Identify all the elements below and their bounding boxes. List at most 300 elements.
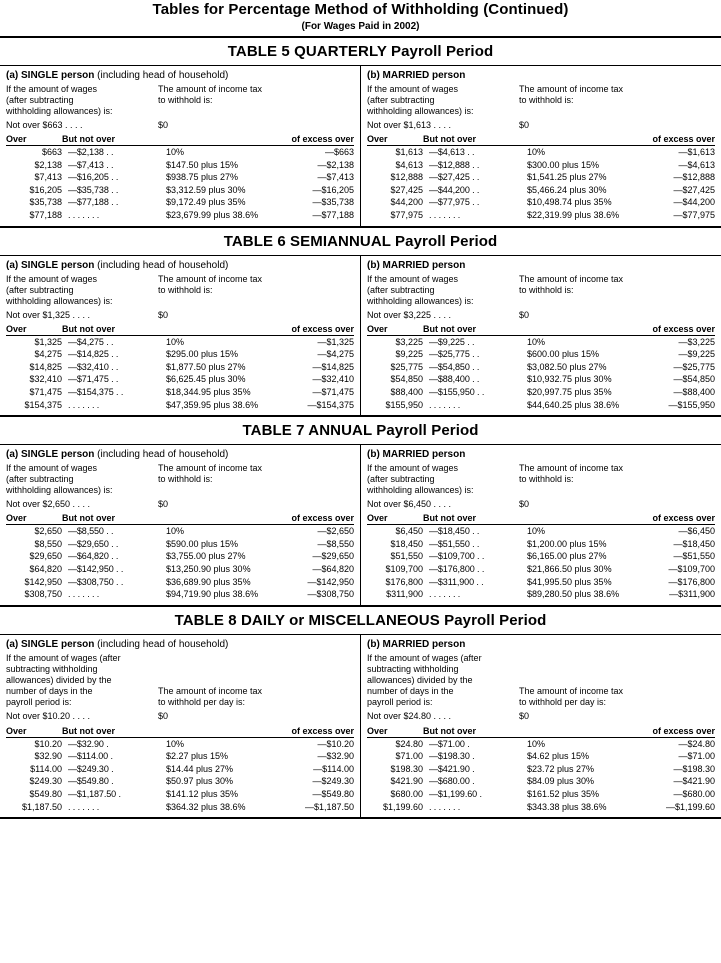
- wages-line: If the amount of wages (after: [6, 652, 121, 663]
- tax-description: [158, 274, 354, 307]
- wages-line: If the amount of wages: [6, 273, 98, 284]
- cell-tax-amount: $6,625.45 plus 30%: [166, 374, 246, 385]
- table-columns: [0, 255, 721, 416]
- person-label-married: [367, 635, 715, 653]
- tax-line: The amount of income tax: [519, 84, 624, 94]
- table-row: [367, 738, 715, 751]
- not-over-row-single: [6, 117, 354, 132]
- cell-but-not-over: . . . . . . .: [68, 399, 100, 410]
- cell-over: $308,750: [24, 589, 62, 600]
- cell-tax-wrap: [525, 788, 715, 801]
- cell-excess-over: —$64,820: [312, 563, 354, 574]
- cell-over: $64,820: [29, 563, 62, 574]
- cell-tax-wrap: [525, 550, 715, 563]
- header-over: Over: [367, 513, 388, 524]
- cell-excess-over: —$32.90: [317, 751, 354, 762]
- header-but-not-over: But not over: [423, 513, 476, 524]
- cell-excess-over: —$16,205: [312, 184, 354, 195]
- table-row: [6, 196, 354, 209]
- cell-over: $4,613: [395, 159, 423, 170]
- column-married: [361, 635, 721, 818]
- cell-tax-amount: $141.12 plus 35%: [166, 789, 239, 800]
- cell-tax-amount: $94,719.90 plus 38.6%: [166, 589, 259, 600]
- wages-description: [367, 463, 519, 496]
- person-label-bold: (a) SINGLE person: [6, 259, 95, 271]
- table-row: [367, 171, 715, 184]
- cell-excess-over: —$9,225: [678, 349, 715, 360]
- wages-line: If the amount of wages (after: [367, 652, 482, 663]
- cell-tax-wrap: [164, 550, 354, 563]
- wages-line: number of days in the: [367, 685, 454, 696]
- wages-line: subtracting withholding: [367, 663, 459, 674]
- cell-excess-over: —$35,738: [312, 197, 354, 208]
- tax-spacer: [519, 664, 715, 675]
- person-label-note: (including head of household): [94, 70, 229, 81]
- description-block-married: [367, 653, 715, 708]
- cell-excess-over: —$1,187.50: [304, 801, 354, 812]
- cell-but-not-over: —$549.80 .: [68, 776, 114, 787]
- cell-excess-over: —$3,225: [678, 336, 715, 347]
- table-row: [367, 361, 715, 374]
- person-label-note: (including head of household): [94, 638, 229, 650]
- header-over: Over: [6, 323, 27, 334]
- description-block-married: [367, 274, 715, 307]
- cell-over: $12,888: [390, 172, 423, 183]
- cell-over: $176,800: [385, 576, 423, 587]
- cell-tax-wrap: [164, 775, 354, 788]
- cell-tax-amount: 10%: [527, 526, 546, 537]
- cell-tax-wrap: [164, 738, 354, 751]
- table-header-row-single: [6, 513, 354, 525]
- not-over-label: Not over $3,225 . . . .: [367, 309, 452, 320]
- cell-but-not-over: —$8,550 . .: [68, 526, 114, 537]
- table-row: [367, 336, 715, 349]
- table-row: [367, 801, 715, 814]
- tax-line: The amount of income tax: [519, 463, 624, 474]
- table-row: [6, 399, 354, 412]
- cell-tax-wrap: [164, 386, 354, 399]
- header-excess-wrap: [519, 726, 715, 736]
- cell-but-not-over: —$12,888 . .: [429, 159, 480, 170]
- header-but-not-over: But not over: [423, 323, 476, 334]
- cell-tax-wrap: [525, 348, 715, 361]
- wages-line: withholding allowances) is:: [6, 485, 113, 496]
- cell-over: $29,650: [29, 551, 62, 562]
- table-row: [367, 550, 715, 563]
- tax-spacer: [158, 675, 354, 686]
- cell-tax-wrap: [164, 209, 354, 222]
- cell-tax-wrap: [525, 171, 715, 184]
- cell-tax-amount: $14.44 plus 27%: [166, 763, 234, 774]
- cell-but-not-over: —$71.00 .: [429, 738, 470, 749]
- not-over-row-married: [367, 117, 715, 132]
- table-row: [6, 373, 354, 386]
- cell-excess-over: —$549.80: [312, 789, 354, 800]
- cell-tax-wrap: [525, 336, 715, 349]
- cell-tax-wrap: [525, 361, 715, 374]
- wages-line: subtracting withholding: [6, 663, 98, 674]
- not-over-value: $0: [519, 710, 530, 721]
- cell-tax-wrap: [164, 159, 354, 172]
- cell-but-not-over: . . . . . . .: [68, 801, 100, 812]
- table-row: [6, 146, 354, 159]
- not-over-value: $0: [519, 499, 530, 510]
- cell-over: $16,205: [29, 184, 62, 195]
- cell-tax-wrap: [525, 159, 715, 172]
- wages-line: withholding allowances) is:: [6, 295, 113, 306]
- cell-but-not-over: . . . . . . .: [429, 209, 461, 220]
- table-row: [6, 348, 354, 361]
- column-married: [361, 256, 721, 416]
- table-row: [6, 171, 354, 184]
- column-married: [361, 445, 721, 605]
- wages-line: If the amount of wages: [367, 84, 459, 94]
- header-over: Over: [367, 725, 388, 736]
- table-columns: [0, 444, 721, 605]
- cell-tax-wrap: [164, 788, 354, 801]
- cell-excess-over: —$88,400: [673, 386, 715, 397]
- not-over-row-single: [6, 708, 354, 724]
- cell-excess-over: —$109,700: [668, 563, 715, 574]
- not-over-value: $0: [158, 120, 169, 130]
- cell-tax-amount: $22,319.99 plus 38.6%: [527, 209, 620, 220]
- page-subtitle: (For Wages Paid in 2002): [301, 21, 420, 32]
- table-row: [6, 361, 354, 374]
- tax-line: The amount of income tax: [519, 685, 624, 696]
- tax-description: [519, 84, 715, 117]
- cell-but-not-over: —$29,650 . .: [68, 538, 119, 549]
- header-excess-wrap: [158, 134, 354, 144]
- cell-but-not-over: —$249.30 .: [68, 763, 114, 774]
- cell-tax-amount: $10,932.75 plus 30%: [527, 374, 612, 385]
- cell-but-not-over: —$32.90 .: [68, 738, 109, 749]
- table-row: [6, 550, 354, 563]
- cell-tax-amount: $343.38 plus 38.6%: [527, 801, 607, 812]
- tax-description: [158, 653, 354, 708]
- cell-but-not-over: —$1,199.60 .: [429, 789, 482, 800]
- not-over-value: $0: [158, 499, 169, 510]
- cell-tax-amount: $84.09 plus 30%: [527, 776, 595, 787]
- cell-excess-over: —$1,613: [678, 147, 715, 157]
- cell-over: $4,275: [34, 349, 62, 360]
- cell-but-not-over: —$44,200 . .: [429, 184, 480, 195]
- cell-excess-over: —$4,275: [317, 349, 354, 360]
- table-header-row-single: [6, 134, 354, 146]
- cell-over: $1,613: [395, 147, 423, 157]
- header-but-not-over: But not over: [62, 725, 115, 736]
- header-but-not-over: But not over: [62, 134, 115, 144]
- wages-description: [367, 274, 519, 307]
- cell-over: $32.90: [34, 751, 62, 762]
- tax-line: The amount of income tax: [158, 685, 263, 696]
- cell-excess-over: —$176,800: [668, 576, 715, 587]
- table-row: [367, 750, 715, 763]
- wages-line: (after subtracting: [6, 95, 74, 105]
- cell-over: $549.80: [29, 789, 62, 800]
- cell-excess-over: —$32,410: [312, 374, 354, 385]
- cell-tax-amount: 10%: [166, 738, 185, 749]
- cell-excess-over: —$4,613: [678, 159, 715, 170]
- table-row: [6, 801, 354, 814]
- not-over-label: Not over $1,325 . . . .: [6, 309, 91, 320]
- table-columns: [0, 634, 721, 818]
- header-over: Over: [367, 134, 388, 144]
- table-row: [6, 209, 354, 222]
- cell-tax-amount: 10%: [527, 336, 546, 347]
- cell-tax-wrap: [164, 171, 354, 184]
- description-block-single: [6, 84, 354, 117]
- cell-excess-over: —$8,550: [317, 538, 354, 549]
- column-single: [0, 66, 361, 226]
- cell-tax-wrap: [164, 525, 354, 538]
- cell-but-not-over: —$77,188 . .: [68, 197, 119, 208]
- table-row: [367, 399, 715, 412]
- table-row: [367, 209, 715, 222]
- person-label-single: [6, 256, 354, 274]
- cell-excess-over: —$114.00: [313, 763, 354, 774]
- wages-line: (after subtracting: [367, 95, 435, 105]
- table-row: [6, 750, 354, 763]
- wages-line: withholding allowances) is:: [6, 106, 113, 116]
- wages-description: [6, 84, 158, 117]
- cell-tax-wrap: [525, 184, 715, 197]
- cell-excess-over: —$27,425: [673, 184, 715, 195]
- cell-tax-amount: $300.00 plus 15%: [527, 159, 600, 170]
- cell-over: $77,975: [390, 209, 423, 220]
- person-label-bold: (a) SINGLE person: [6, 449, 95, 461]
- cell-over: $18,450: [390, 538, 423, 549]
- wages-line: allowances) divided by the: [6, 674, 112, 685]
- cell-but-not-over: —$77,975 . .: [429, 197, 480, 208]
- cell-excess-over: —$7,413: [317, 172, 354, 183]
- cell-tax-amount: $938.75 plus 27%: [166, 172, 239, 183]
- not-over-value: $0: [158, 309, 169, 320]
- cell-excess-over: —$54,850: [673, 374, 715, 385]
- cell-over: $25,775: [390, 361, 423, 372]
- cell-but-not-over: —$25,775 . .: [429, 349, 480, 360]
- cell-over: $54,850: [390, 374, 423, 385]
- not-over-row-single: [6, 496, 354, 511]
- header-of-excess-over: of excess over: [652, 725, 715, 736]
- tax-line: to withhold is:: [158, 284, 213, 295]
- payroll-table-block: [0, 228, 721, 418]
- person-label-single: [6, 66, 354, 84]
- wages-line: allowances) divided by the: [367, 674, 473, 685]
- cell-excess-over: —$154,375: [307, 399, 354, 410]
- payroll-table-block: [0, 417, 721, 607]
- person-label-bold: (a) SINGLE person: [6, 638, 95, 650]
- table-row: [6, 538, 354, 551]
- table-row: [367, 348, 715, 361]
- cell-but-not-over: —$4,275 . .: [68, 336, 114, 347]
- cell-but-not-over: —$4,613 . .: [429, 147, 475, 157]
- cell-excess-over: —$198.30: [673, 763, 715, 774]
- cell-but-not-over: . . . . . . .: [429, 399, 461, 410]
- wages-line: (after subtracting: [6, 284, 74, 295]
- person-label-married: [367, 445, 715, 463]
- table-header-row-married: [367, 513, 715, 525]
- payroll-table-block: [0, 36, 721, 228]
- person-label-married: [367, 66, 715, 84]
- cell-tax-wrap: [525, 525, 715, 538]
- table-columns: [0, 65, 721, 226]
- cell-but-not-over: —$198.30 .: [429, 751, 475, 762]
- table-row: [367, 184, 715, 197]
- table-row: [367, 788, 715, 801]
- table-row: [367, 763, 715, 776]
- table-row: [367, 588, 715, 601]
- description-block-married: [367, 84, 715, 117]
- table-row: [6, 775, 354, 788]
- cell-tax-wrap: [164, 373, 354, 386]
- not-over-label: Not over $663 . . . .: [6, 120, 83, 130]
- not-over-label: Not over $6,450 . . . .: [367, 499, 452, 510]
- cell-tax-amount: 10%: [166, 336, 185, 347]
- tax-description: [158, 463, 354, 496]
- table-row: [367, 196, 715, 209]
- person-label-bold: (b) MARRIED person: [367, 449, 466, 461]
- cell-tax-wrap: [164, 336, 354, 349]
- cell-tax-amount: $1,877.50 plus 27%: [166, 361, 246, 372]
- not-over-row-married: [367, 708, 715, 724]
- tax-description: [158, 84, 354, 117]
- person-label-single: [6, 445, 354, 463]
- cell-excess-over: —$51,550: [673, 551, 715, 562]
- table-header-row-married: [367, 726, 715, 738]
- cell-tax-amount: $2.27 plus 15%: [166, 751, 229, 762]
- not-over-value: $0: [158, 710, 169, 721]
- cell-excess-over: —$663: [324, 147, 354, 157]
- tax-line: to withhold is:: [519, 284, 574, 295]
- page-title: Tables for Percentage Method of Withholding (Continued): [152, 1, 569, 18]
- cell-over: $154,375: [24, 399, 62, 410]
- table-header-row-single: [6, 726, 354, 738]
- tables-container: [0, 36, 721, 819]
- cell-tax-wrap: [525, 196, 715, 209]
- table-row: [6, 336, 354, 349]
- column-married: [361, 66, 721, 226]
- table-row: [6, 738, 354, 751]
- cell-over: $663: [41, 147, 62, 157]
- table-heading: TABLE 8 DAILY or MISCELLANEOUS Payroll Period: [174, 611, 547, 629]
- description-block-single: [6, 274, 354, 307]
- cell-but-not-over: . . . . . . .: [68, 209, 100, 220]
- cell-over: $9,225: [395, 349, 423, 360]
- cell-tax-amount: $1,541.25 plus 27%: [527, 172, 607, 183]
- cell-over: $27,425: [390, 184, 423, 195]
- table-row: [367, 373, 715, 386]
- cell-but-not-over: . . . . . . .: [429, 801, 461, 812]
- cell-excess-over: —$29,650: [312, 551, 354, 562]
- header-excess-wrap: [519, 134, 715, 144]
- cell-tax-amount: $36,689.90 plus 35%: [166, 576, 251, 587]
- wages-description: [6, 274, 158, 307]
- cell-tax-wrap: [164, 348, 354, 361]
- cell-excess-over: —$142,950: [307, 576, 354, 587]
- cell-over: $1,187.50: [21, 801, 62, 812]
- column-single: [0, 635, 361, 818]
- tax-line: to withhold is:: [519, 474, 574, 485]
- cell-over: $142,950: [24, 576, 62, 587]
- table-row: [367, 563, 715, 576]
- tax-spacer: [158, 664, 354, 675]
- header-but-not-over: But not over: [423, 134, 476, 144]
- cell-excess-over: —$25,775: [673, 361, 715, 372]
- table-row: [367, 775, 715, 788]
- cell-but-not-over: —$421.90 .: [429, 763, 475, 774]
- cell-over: $1,325: [34, 336, 62, 347]
- tax-line: to withhold is:: [158, 95, 213, 105]
- cell-over: $6,450: [395, 526, 423, 537]
- cell-over: $32,410: [29, 374, 62, 385]
- cell-over: $8,550: [34, 538, 62, 549]
- cell-excess-over: —$18,450: [673, 538, 715, 549]
- table-row: [6, 763, 354, 776]
- header-but-not-over: But not over: [423, 725, 476, 736]
- tax-description: [519, 653, 715, 708]
- cell-tax-amount: $9,172.49 plus 35%: [166, 197, 246, 208]
- table-row: [6, 788, 354, 801]
- person-label-bold: (b) MARRIED person: [367, 70, 466, 81]
- cell-excess-over: —$14,825: [312, 361, 354, 372]
- cell-tax-amount: $18,344.95 plus 35%: [166, 386, 251, 397]
- cell-over: $680.00: [390, 789, 423, 800]
- header-excess-wrap: [158, 513, 354, 523]
- wages-line: If the amount of wages: [367, 463, 459, 474]
- header-of-excess-over: of excess over: [652, 323, 715, 334]
- cell-over: $421.90: [390, 776, 423, 787]
- header-over: Over: [6, 134, 27, 144]
- table-row: [6, 159, 354, 172]
- header-excess-wrap: [158, 726, 354, 736]
- cell-but-not-over: —$154,375 . .: [68, 386, 124, 397]
- cell-over: $3,225: [395, 336, 423, 347]
- cell-tax-wrap: [164, 538, 354, 551]
- tax-line: The amount of income tax: [158, 273, 263, 284]
- cell-tax-amount: 10%: [527, 738, 546, 749]
- cell-excess-over: —$155,950: [668, 399, 715, 410]
- cell-tax-amount: $3,082.50 plus 27%: [527, 361, 607, 372]
- cell-but-not-over: —$7,413 . .: [68, 159, 114, 170]
- header-over: Over: [367, 323, 388, 334]
- cell-but-not-over: . . . . . . .: [68, 589, 100, 600]
- cell-tax-amount: 10%: [527, 147, 546, 157]
- cell-tax-amount: $10,498.74 plus 35%: [527, 197, 612, 208]
- wages-line: If the amount of wages: [367, 273, 459, 284]
- wages-line: (after subtracting: [367, 474, 435, 485]
- cell-tax-amount: $13,250.90 plus 30%: [166, 563, 251, 574]
- cell-over: $114.00: [30, 763, 62, 774]
- person-label-note: (including head of household): [94, 449, 229, 461]
- not-over-value: $0: [519, 309, 530, 320]
- cell-excess-over: —$1,325: [317, 336, 354, 347]
- cell-tax-wrap: [164, 361, 354, 374]
- cell-tax-amount: $23,679.99 plus 38.6%: [166, 209, 259, 220]
- table-row: [6, 184, 354, 197]
- not-over-label: Not over $24.80 . . . .: [367, 710, 452, 721]
- cell-over: $77,188: [29, 209, 62, 220]
- wages-description: [6, 653, 158, 708]
- cell-tax-amount: $1,200.00 plus 15%: [527, 538, 607, 549]
- cell-over: $88,400: [390, 386, 423, 397]
- cell-over: $71,475: [29, 386, 62, 397]
- cell-but-not-over: —$64,820 . .: [68, 551, 119, 562]
- table-header-row-single: [6, 324, 354, 336]
- cell-but-not-over: —$32,410 . .: [68, 361, 119, 372]
- cell-tax-wrap: [525, 750, 715, 763]
- person-label-bold: (b) MARRIED person: [367, 638, 466, 650]
- cell-tax-wrap: [164, 196, 354, 209]
